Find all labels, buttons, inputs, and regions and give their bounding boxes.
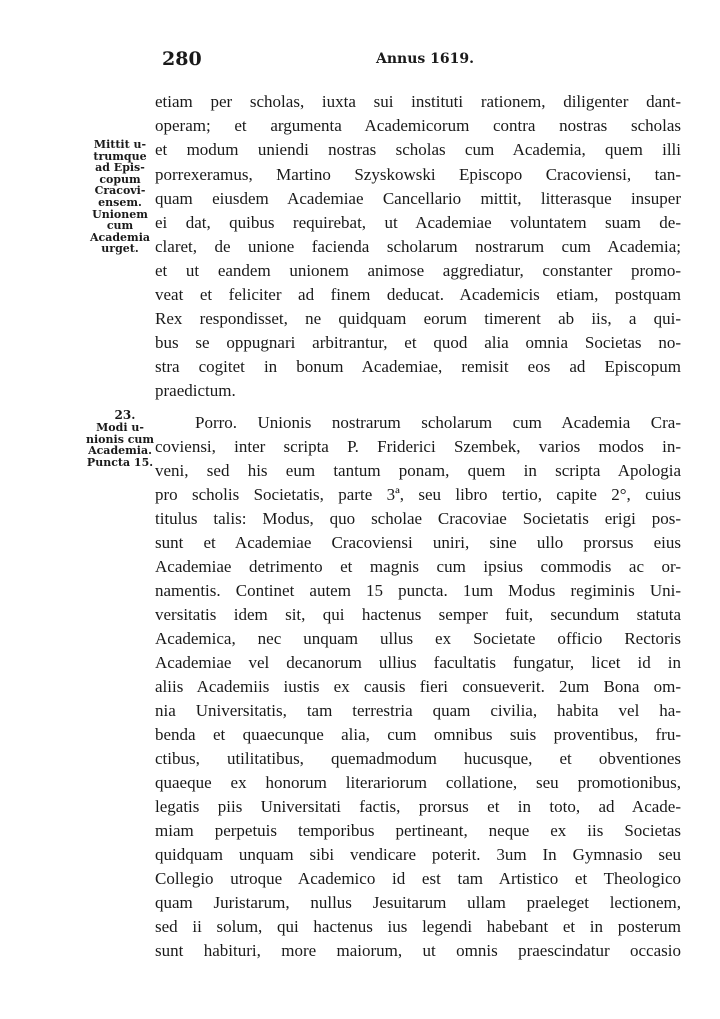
- section-number: 23.: [114, 408, 136, 422]
- text-line: quidquam unquam sibi vendicare poterit. 3um In Gymnasio seu: [155, 845, 681, 864]
- text-line: aliis Academiis iustis ex causis fieri consueverit. 2um Bona om-: [155, 677, 681, 696]
- text-line: et modum uniendi nostras scholas cum Academia, quem illi: [155, 140, 681, 159]
- text-line: Collegio utroque Academico id est tam Artistico et Theologico: [155, 869, 681, 888]
- text-line: Porro. Unionis nostrarum scholarum cum Academia Cra-: [195, 413, 681, 432]
- text-line: operam; et argumenta Academicorum contra nostras scholas: [155, 116, 681, 135]
- margin-note-line: Cracovi-: [94, 184, 146, 198]
- margin-note-line: copum: [99, 172, 141, 186]
- text-line: pro scholis Societatis, parte 3ª, seu libro tertio, capite 2°, cuius: [155, 485, 681, 504]
- margin-note-line: trumque: [93, 149, 147, 163]
- text-line: bus se oppugnari arbitrantur, et quod alia omnia Societas no-: [155, 333, 681, 352]
- text-line: Academiae detrimento et magnis cum ipsius commodis ac or-: [155, 557, 681, 576]
- text-line: quam Juristarum, nullus Jesuitarum ullam praeleget lectionem,: [155, 893, 681, 912]
- text-line: sunt et Academiae Cracoviensi uniri, sine ullo prorsus eius: [155, 533, 681, 552]
- text-line: namentis. Continet autem 15 puncta. 1um Modus regiminis Uni-: [155, 581, 681, 600]
- text-line: praedictum.: [155, 381, 236, 400]
- text-line: etiam per scholas, iuxta sui instituti rationem, diligenter dant-: [155, 92, 681, 111]
- page-header: [0, 48, 720, 74]
- text-line: claret, de unione facienda scholarum nostrarum cum Academia;: [155, 237, 681, 256]
- text-line: ei dat, quibus requirebat, ut Academiae voluntatem suam de-: [155, 213, 681, 232]
- text-line: legatis piis Universitati factis, prorsus et in toto, ad Acade-: [155, 797, 681, 816]
- text-line: Rex respondisset, ne quidquam eorum timerent ab iis, a qui-: [155, 309, 681, 328]
- text-line: nia Universitatis, tam terrestria quam civilia, habita vel ha-: [155, 701, 681, 720]
- margin-note-line: urget.: [101, 242, 139, 256]
- running-head: Annus 1619.: [376, 51, 474, 67]
- text-line: coviensi, inter scripta P. Friderici Szembek, varios modos in-: [155, 437, 681, 456]
- margin-note-line: ensem.: [98, 195, 142, 209]
- margin-note-line: Academia.: [88, 444, 152, 458]
- margin-note-line: Modi u-: [96, 421, 144, 434]
- text-line: quam eiusdem Academiae Cancellario mittit, litterasque insuper: [155, 189, 681, 208]
- margin-note-modi: [86, 422, 154, 468]
- margin-note-line: Mittit u-: [93, 138, 147, 151]
- margin-note-line: Academia: [90, 230, 150, 244]
- text-line: benda et quaecunque alia, cum omnibus suis proventibus, fru-: [155, 725, 681, 744]
- text-line: porrexeramus, Martino Szyskowski Episcopo Cracoviensi, tan-: [155, 165, 681, 184]
- text-line: quaeque ex honorum literariorum collatione, seu promotionibus,: [155, 773, 681, 792]
- text-line: veni, sed his eum tantum ponam, quem in scripta Apologia: [155, 461, 681, 480]
- margin-note-line: Unionem: [92, 207, 148, 221]
- text-line: titulus talis: Modus, quo scholae Cracoviae Societatis erigi pos-: [155, 509, 681, 528]
- text-line: sed ii solum, qui hactenus ius legendi habebant et in posterum: [155, 917, 681, 936]
- margin-note-line: cum: [106, 219, 134, 233]
- text-line: miam perpetuis temporibus pertineant, neque ex iis Societas: [155, 821, 681, 840]
- text-line: stra cogitet in bonum Academiae, remisit eos ad Episcopum: [155, 357, 681, 376]
- text-line: Academica, nec unquam ullus ex Societate officio Rectoris: [155, 629, 681, 648]
- margin-note-line: ad Epis-: [95, 161, 145, 175]
- text-line: veat et feliciter ad finem deducat. Academicis etiam, postquam: [155, 285, 681, 304]
- margin-note-line: Puncta 15.: [86, 455, 154, 469]
- text-line: versitatis idem sit, qui hactenus semper fuit, secundum statuta: [155, 605, 681, 624]
- text-line: sunt habituri, more maiorum, ut omnis praescindatur occasio: [155, 941, 681, 960]
- margin-note-mittit: [86, 139, 154, 255]
- page-number: 280: [162, 48, 202, 70]
- text-line: ctibus, utilitatibus, quemadmodum hucusque, et obventiones: [155, 749, 681, 768]
- text-line: Academiae vel decanorum ullius facultatis fungatur, licet id in: [155, 653, 681, 672]
- text-line: et ut eandem unionem animose aggrediatur, constanter promo-: [155, 261, 681, 280]
- margin-note-line: nionis cum: [86, 432, 155, 446]
